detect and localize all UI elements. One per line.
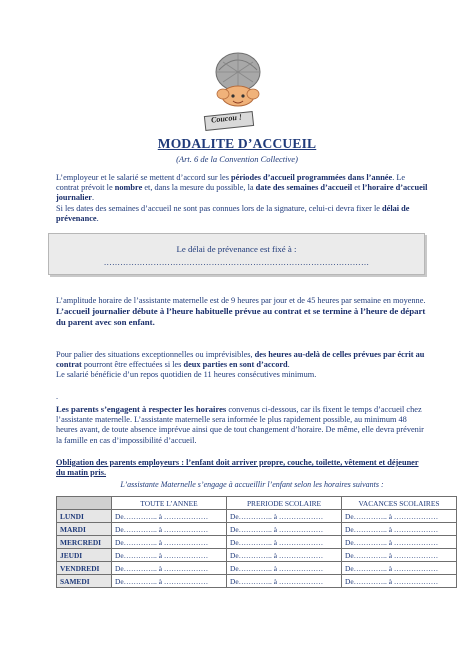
time-cell[interactable]: De………….. à ……………… xyxy=(342,562,457,575)
table-row xyxy=(57,536,457,549)
time-cell[interactable]: De………….. à ……………… xyxy=(342,510,457,523)
day-label: LUNDI xyxy=(57,510,112,523)
intro-text-2: . Le contrat prévoit le xyxy=(56,173,406,193)
header-all-year: TOUTE L’ANNEE xyxy=(112,497,227,510)
intro-text-4: et xyxy=(352,183,363,193)
day-label: MARDI xyxy=(57,523,112,536)
table-row xyxy=(57,549,457,562)
intro-bold-1: périodes d’accueil programmées dans l’année xyxy=(231,173,393,182)
exceptions-bold-1: des heures au-delà de celles prévues par écrit au contrat xyxy=(56,350,425,370)
intro-text-7: . xyxy=(96,213,99,223)
exceptions-text-3: . xyxy=(287,360,290,370)
intro-bold-4: l’horaire d’accueil journalier xyxy=(56,183,428,203)
day-label: VENDREDI xyxy=(57,562,112,575)
notice-period-blank: …………………………………………………………………………………… xyxy=(103,258,370,267)
stray-dot: . xyxy=(56,392,59,401)
exceptions-text-2: pourront être effectuées si les xyxy=(81,360,184,370)
intro-text-6: Si les dates des semaines d’accueil ne sont pas connues lors de la signature, celui-ci devra fixer le xyxy=(56,203,383,213)
time-cell[interactable]: De………….. à ……………… xyxy=(112,549,227,562)
obligation-paragraph xyxy=(56,458,428,478)
notice-period-box xyxy=(48,233,425,275)
intro-bold-2: nombre xyxy=(114,183,143,193)
time-cell[interactable]: De………….. à ……………… xyxy=(227,510,342,523)
day-label: SAMEDI xyxy=(57,575,112,588)
time-cell[interactable]: De………….. à ……………… xyxy=(227,575,342,588)
time-cell[interactable]: De………….. à ……………… xyxy=(227,523,342,536)
table-row xyxy=(57,562,457,575)
page-title: MODALITE D’ACCUEIL xyxy=(157,136,317,151)
intro-text-1: L’employeur et le salarié se mettent d’accord sur les xyxy=(56,173,232,182)
notice-period-title: Le délai de prévenance est fixé à : xyxy=(176,244,297,254)
time-cell[interactable]: De………….. à ……………… xyxy=(112,562,227,575)
time-cell[interactable]: De………….. à ……………… xyxy=(112,536,227,549)
amplitude-text: L’amplitude horaire de l’assistante maternelle est de 9 heures par jour et de 45 heures par semaine en moyenne. xyxy=(56,296,426,305)
intro-bold-3: date des semaines d’accueil xyxy=(255,183,353,193)
obligation-requirement: l’enfant doit arriver propre, couche, toilette, vêtement et déjeuner du matin pris. xyxy=(56,458,419,478)
time-cell[interactable]: De………….. à ……………… xyxy=(342,549,457,562)
time-cell[interactable]: De………….. à ……………… xyxy=(227,536,342,549)
time-cell[interactable]: De………….. à ……………… xyxy=(227,562,342,575)
time-cell[interactable]: De………….. à ……………… xyxy=(112,575,227,588)
time-cell[interactable]: De………….. à ……………… xyxy=(342,536,457,549)
header-school-holidays: VACANCES SCOLAIRES xyxy=(342,497,457,510)
schedule-table xyxy=(56,496,457,588)
intro-text-5: . xyxy=(91,193,95,203)
parents-paragraph xyxy=(56,404,428,446)
table-row xyxy=(57,523,457,536)
schedule-header-row xyxy=(57,497,457,510)
logo-caption: Coucou ! xyxy=(210,112,243,125)
time-cell[interactable]: De………….. à ……………… xyxy=(112,510,227,523)
table-row xyxy=(57,575,457,588)
intro-bold-5: délai de prévenance xyxy=(56,203,410,223)
parents-text: convenus ci-dessous, car ils fixent le temps d’accueil chez l’assistante maternelle. L’assistante maternelle sera informée le plus rapidement possible, au minimum 48 heures avant, de toute absence imprévue ainsi que de tout changement d’horaire. De même, elle devra prévenir la famille en cas d’impossibilité d’accueil. xyxy=(56,405,424,445)
intro-paragraph xyxy=(56,173,428,224)
header-school-period: PRERIODE SCOLAIRE xyxy=(227,497,342,510)
coucou-turtle-logo xyxy=(199,50,277,134)
table-row xyxy=(57,510,457,523)
intro-text-3: et, dans la mesure du possible, la xyxy=(142,183,256,193)
exceptions-paragraph xyxy=(56,350,428,381)
day-label: MERCREDI xyxy=(57,536,112,549)
amplitude-paragraph xyxy=(56,296,428,329)
time-cell[interactable]: De………….. à ……………… xyxy=(342,523,457,536)
schedule-note: L’assistante Maternelle s’engage à accueillir l’enfant selon les horaires suivants : xyxy=(120,480,384,489)
obligation-label: Obligation des parents employeurs : xyxy=(56,458,184,467)
time-cell[interactable]: De………….. à ……………… xyxy=(342,575,457,588)
time-cell[interactable]: De………….. à ……………… xyxy=(112,523,227,536)
parents-bold: Les parents s’engagent à respecter les horaires xyxy=(56,404,227,414)
schedule-corner-cell xyxy=(57,497,112,510)
exceptions-text-4: Le salarié bénéficie d’un repos quotidien de 11 heures consécutives minimum. xyxy=(56,370,317,380)
exceptions-bold-2: deux parties en sont d’accord xyxy=(183,360,288,370)
time-cell[interactable]: De………….. à ……………… xyxy=(227,549,342,562)
amplitude-bold: L’accueil journalier débute à l’heure habituelle prévue au contrat et se termine à l’heure de départ du parent avec son enfant. xyxy=(56,306,426,328)
page-subtitle: (Art. 6 de la Convention Collective) xyxy=(176,154,298,164)
day-label: JEUDI xyxy=(57,549,112,562)
exceptions-text-1: Pour palier des situations exceptionnelles ou imprévisibles, xyxy=(56,350,255,359)
